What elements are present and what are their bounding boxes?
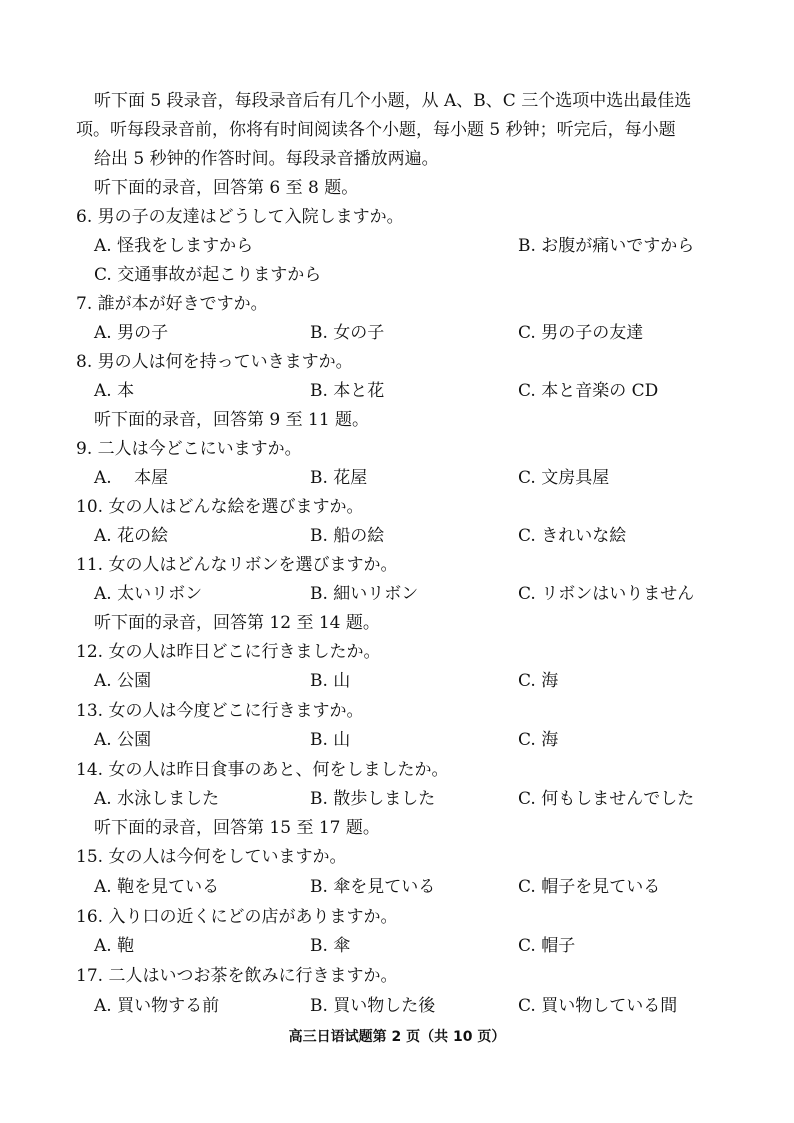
section-heading-4: 听下面的录音，回答第 15 至 17 题。	[94, 818, 380, 838]
question-16: 16. 入り口の近くにどの店がありますか。	[76, 907, 398, 927]
q14-option-b: B. 散歩しました	[310, 789, 436, 809]
q17-option-c: C. 買い物している間	[518, 996, 678, 1016]
question-10: 10. 女の人はどんな絵を選びますか。	[76, 497, 364, 517]
q6-option-b: B. お腹が痛いですから	[518, 236, 695, 256]
question-13: 13. 女の人は今度どこに行きますか。	[76, 701, 364, 721]
q10-option-a: A. 花の絵	[94, 526, 169, 546]
section-heading-1: 听下面的录音，回答第 6 至 8 题。	[94, 178, 359, 198]
question-15: 15. 女の人は今何をしていますか。	[76, 847, 347, 867]
section-heading-3: 听下面的录音，回答第 12 至 14 题。	[94, 613, 380, 633]
question-17: 17. 二人はいつお茶を飲みに行きますか。	[76, 966, 398, 986]
q16-option-b: B. 傘	[310, 936, 351, 956]
q12-option-b: B. 山	[310, 671, 351, 691]
question-12: 12. 女の人は昨日どこに行きましたか。	[76, 642, 381, 662]
q11-option-a: A. 太いリボン	[94, 584, 203, 604]
q11-option-b: B. 細いリボン	[310, 584, 419, 604]
q15-option-b: B. 傘を見ている	[310, 877, 436, 897]
q16-option-a: A. 鞄	[94, 936, 135, 956]
section-heading-2: 听下面的录音，回答第 9 至 11 题。	[94, 410, 370, 430]
question-14: 14. 女の人は昨日食事のあと、何をしましたか。	[76, 760, 449, 780]
q6-option-c: C. 交通事故が起こりますから	[94, 265, 322, 285]
q15-option-a: A. 鞄を見ている	[94, 877, 220, 897]
q16-option-c: C. 帽子	[518, 936, 576, 956]
q17-option-b: B. 買い物した後	[310, 996, 436, 1016]
q9-option-b: B. 花屋	[310, 468, 368, 488]
question-9: 9. 二人は今どこにいますか。	[76, 439, 302, 459]
q9-option-a: A. 本屋	[94, 468, 169, 488]
question-11: 11. 女の人はどんなリボンを選びますか。	[76, 555, 398, 575]
q7-option-b: B. 女の子	[310, 323, 385, 343]
q9-option-c: C. 文房具屋	[518, 468, 610, 488]
page-footer: 高三日语试题第 2 页（共 10 页）	[288, 1029, 506, 1045]
intro-line-1: 听下面 5 段录音，每段录音后有几个小题，从 A、B、C 三个选项中选出最佳选	[94, 91, 692, 111]
q10-option-c: C. きれいな絵	[518, 526, 627, 546]
q10-option-b: B. 船の絵	[310, 526, 385, 546]
question-7: 7. 誰が本が好きですか。	[76, 294, 268, 314]
q6-option-a: A. 怪我をしますから	[94, 236, 254, 256]
intro-line-3: 给出 5 秒钟的作答时间。每段录音播放两遍。	[94, 149, 439, 169]
question-6: 6. 男の子の友達はどうして入院しますか。	[76, 207, 404, 227]
q13-option-c: C. 海	[518, 730, 559, 750]
q13-option-a: A. 公園	[94, 730, 152, 750]
q8-option-b: B. 本と花	[310, 381, 385, 401]
q7-option-c: C. 男の子の友達	[518, 323, 644, 343]
q15-option-c: C. 帽子を見ている	[518, 877, 661, 897]
q12-option-a: A. 公園	[94, 671, 152, 691]
q14-option-a: A. 水泳しました	[94, 789, 220, 809]
q12-option-c: C. 海	[518, 671, 559, 691]
q7-option-a: A. 男の子	[94, 323, 169, 343]
intro-line-2: 项。听每段录音前，你将有时间阅读各个小题，每小题 5 秒钟；听完后，每小题	[76, 120, 676, 140]
q13-option-b: B. 山	[310, 730, 351, 750]
q8-option-a: A. 本	[94, 381, 135, 401]
q11-option-c: C. リボンはいりません	[518, 584, 695, 604]
question-8: 8. 男の人は何を持っていきますか。	[76, 352, 353, 372]
q14-option-c: C. 何もしませんでした	[518, 789, 695, 809]
q17-option-a: A. 買い物する前	[94, 996, 220, 1016]
q8-option-c: C. 本と音楽の CD	[518, 381, 659, 401]
